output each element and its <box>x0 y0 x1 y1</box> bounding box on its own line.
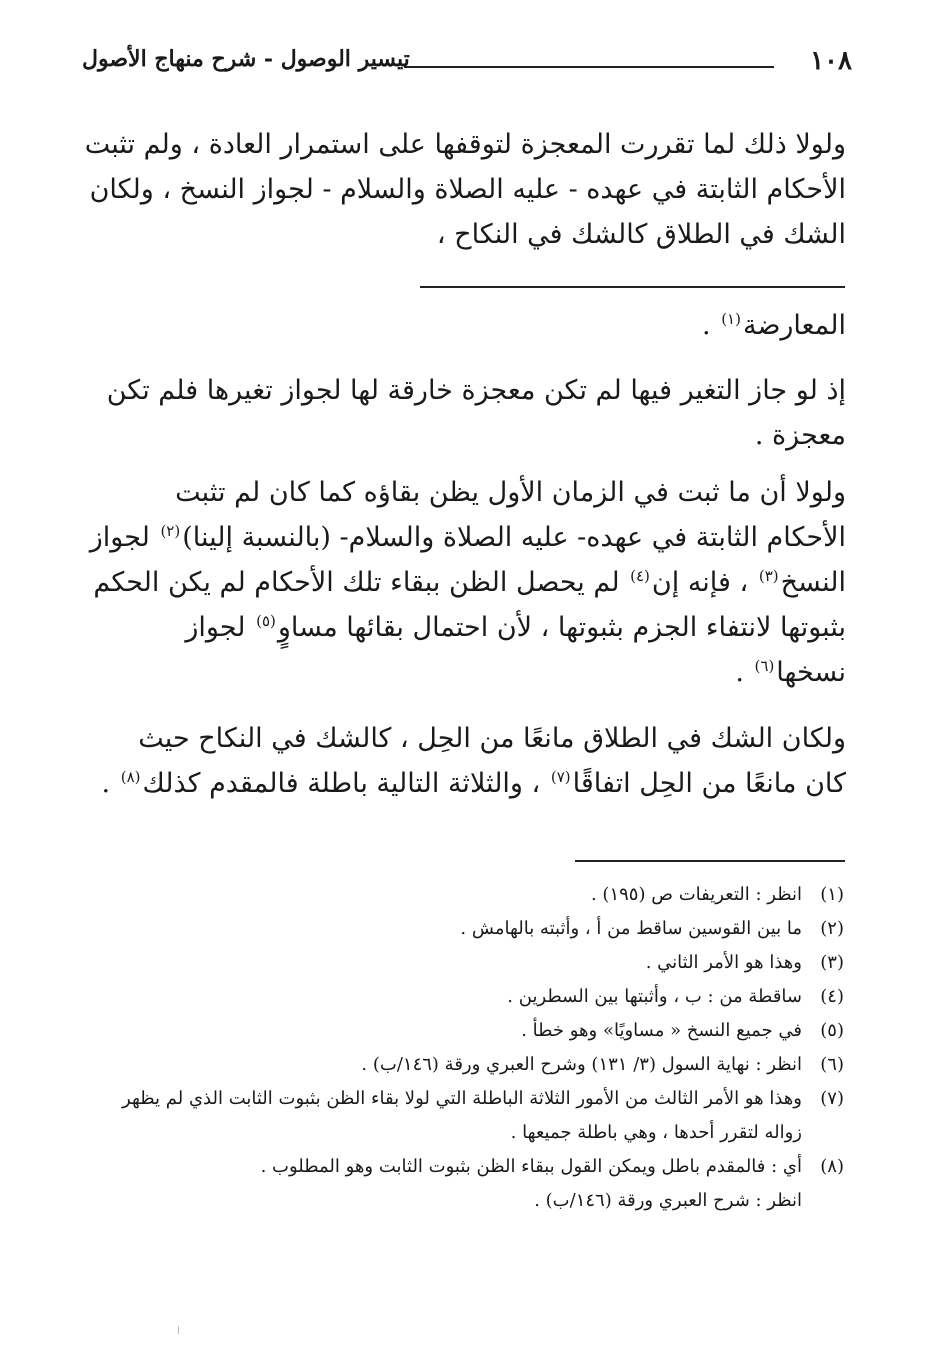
footnote-marker[interactable]: (٤) <box>630 567 650 585</box>
paragraph-line: الشك في الطلاق كالشك في النكاح ، <box>436 219 846 250</box>
paragraph-line: معجزة . <box>754 420 846 451</box>
line-text: لجواز <box>185 612 255 643</box>
line-text: الأحكام الثابتة في عهده- عليه الصلاة والسلام- (بالنسبة إلينا) <box>182 522 846 553</box>
paragraph-line <box>80 761 846 806</box>
line-text: النسخ <box>780 567 846 598</box>
footnote-text <box>80 912 802 946</box>
paragraph-line <box>80 303 846 348</box>
footnote-line: ساقطة من : ب ، وأثبتها بين السطرين . <box>507 986 802 1007</box>
footnote-line: انظر : نهاية السول (٣/ ١٣١) وشرح العبري ورقة (١٤٦/ب) . <box>361 1054 802 1075</box>
paragraph-5 <box>80 716 846 806</box>
footnote-line: ما بين القوسين ساقط من أ ، وأثبته بالهامش . <box>460 918 802 939</box>
page-mark <box>178 1326 179 1334</box>
footnote-marker[interactable]: (٧) <box>550 768 571 786</box>
footnote-line: انظر : التعريفات ص (١٩٥) . <box>590 884 802 905</box>
footnote-number: (٦) <box>820 1054 844 1075</box>
footnote-item <box>80 1048 844 1082</box>
footnote-item <box>80 980 844 1014</box>
line-text: نسخها <box>776 657 846 688</box>
page-header <box>82 42 852 82</box>
footnote-item <box>80 1082 844 1150</box>
footnotes-section <box>80 878 844 1218</box>
footnote-number: (٤) <box>820 986 844 1007</box>
footnote-line: أي : فالمقدم باطل ويمكن القول ببقاء الظن بثبوت الثابت وهو المطلوب . <box>260 1156 802 1177</box>
footnote-item <box>80 946 844 980</box>
section-rule <box>420 286 845 288</box>
paragraph-2 <box>80 303 846 348</box>
footnote-item <box>80 1014 844 1048</box>
footnote-marker[interactable]: (٦) <box>754 657 775 675</box>
footnote-item <box>80 1150 844 1218</box>
footnote-item <box>80 878 844 912</box>
footnote-item <box>80 912 844 946</box>
paragraph-3 <box>80 368 846 458</box>
header-rule <box>404 66 774 68</box>
paragraph-line: ولولا أن ما ثبت في الزمان الأول يظن بقاؤه كما كان لم تثبت <box>175 477 846 508</box>
book-title: تيسير الوصول - شرح منهاج الأصول <box>82 46 410 72</box>
footnote-line: وهذا هو الأمر الثاني . <box>645 952 802 973</box>
line-text: . <box>735 657 753 688</box>
footnote-number: (٥) <box>820 1020 844 1041</box>
paragraph-line: ولكان الشك في الطلاق مانعًا من الحِل ، كالشك في النكاح حيث <box>138 723 846 754</box>
footnote-line: انظر : شرح العبري ورقة (١٤٦/ب) . <box>534 1190 802 1211</box>
paragraph-line: ولولا ذلك لما تقررت المعجزة لتوقفها على استمرار العادة ، ولم تثبت <box>84 129 846 160</box>
line-text: لجواز <box>89 522 159 553</box>
paragraph-line <box>80 515 846 560</box>
footnote-number: (٨) <box>820 1156 844 1177</box>
line-text: لم يحصل الظن ببقاء تلك الأحكام لم يكن الحكم <box>93 567 629 598</box>
footnote-marker[interactable]: (٨) <box>120 768 141 786</box>
paragraph-4 <box>80 470 846 695</box>
line-text: كان مانعًا من الحِل اتفاقًا <box>572 768 846 799</box>
paragraph-line <box>80 605 846 650</box>
footnote-text <box>80 1048 802 1082</box>
footnote-number: (٢) <box>820 918 844 939</box>
footnote-marker[interactable]: (٥) <box>256 612 276 630</box>
paragraph-line: الأحكام الثابتة في عهده - عليه الصلاة والسلام - لجواز النسخ ، ولكان <box>89 174 846 205</box>
line-end: . <box>702 310 720 341</box>
paragraph-line <box>80 650 846 695</box>
footnote-marker[interactable]: (٢) <box>160 522 181 540</box>
word-text: المعارضة <box>742 310 846 341</box>
line-text: ، فإنه إن <box>651 567 757 598</box>
footnote-line: في جميع النسخ « مساويًا» وهو خطأ . <box>521 1020 802 1041</box>
footnote-rule <box>575 860 845 862</box>
footnote-text <box>80 878 802 912</box>
paragraph-1 <box>80 122 846 257</box>
line-text: ، والثلاثة التالية باطلة فالمقدم كذلك <box>142 768 549 799</box>
footnote-text <box>80 1014 802 1048</box>
footnote-number: (١) <box>820 884 844 905</box>
footnote-marker[interactable]: (١) <box>721 310 741 328</box>
footnote-number: (٧) <box>820 1088 844 1109</box>
paragraph-line <box>80 560 846 605</box>
page-number: ١٠٨ <box>810 46 852 76</box>
footnote-marker[interactable]: (٣) <box>758 567 779 585</box>
footnote-text <box>80 1150 802 1218</box>
footnote-line: وهذا هو الأمر الثالث من الأمور الثلاثة الباطلة التي لولا بقاء الظن بثبوت الثابت الذي لم يظهر <box>122 1088 802 1109</box>
footnote-text <box>80 980 802 1014</box>
footnote-number: (٣) <box>820 952 844 973</box>
footnote-line: زواله لتقرر أحدها ، وهي باطلة جميعها . <box>510 1122 802 1143</box>
line-text: بثبوتها لانتفاء الجزم بثبوتها ، لأن احتمال بقائها مساوٍ <box>277 612 846 643</box>
line-text: . <box>101 768 119 799</box>
footnote-text <box>80 946 802 980</box>
paragraph-line: إذ لو جاز التغير فيها لم تكن معجزة خارقة لها لجواز تغيرها فلم تكن <box>106 375 846 406</box>
footnote-text <box>80 1082 802 1150</box>
